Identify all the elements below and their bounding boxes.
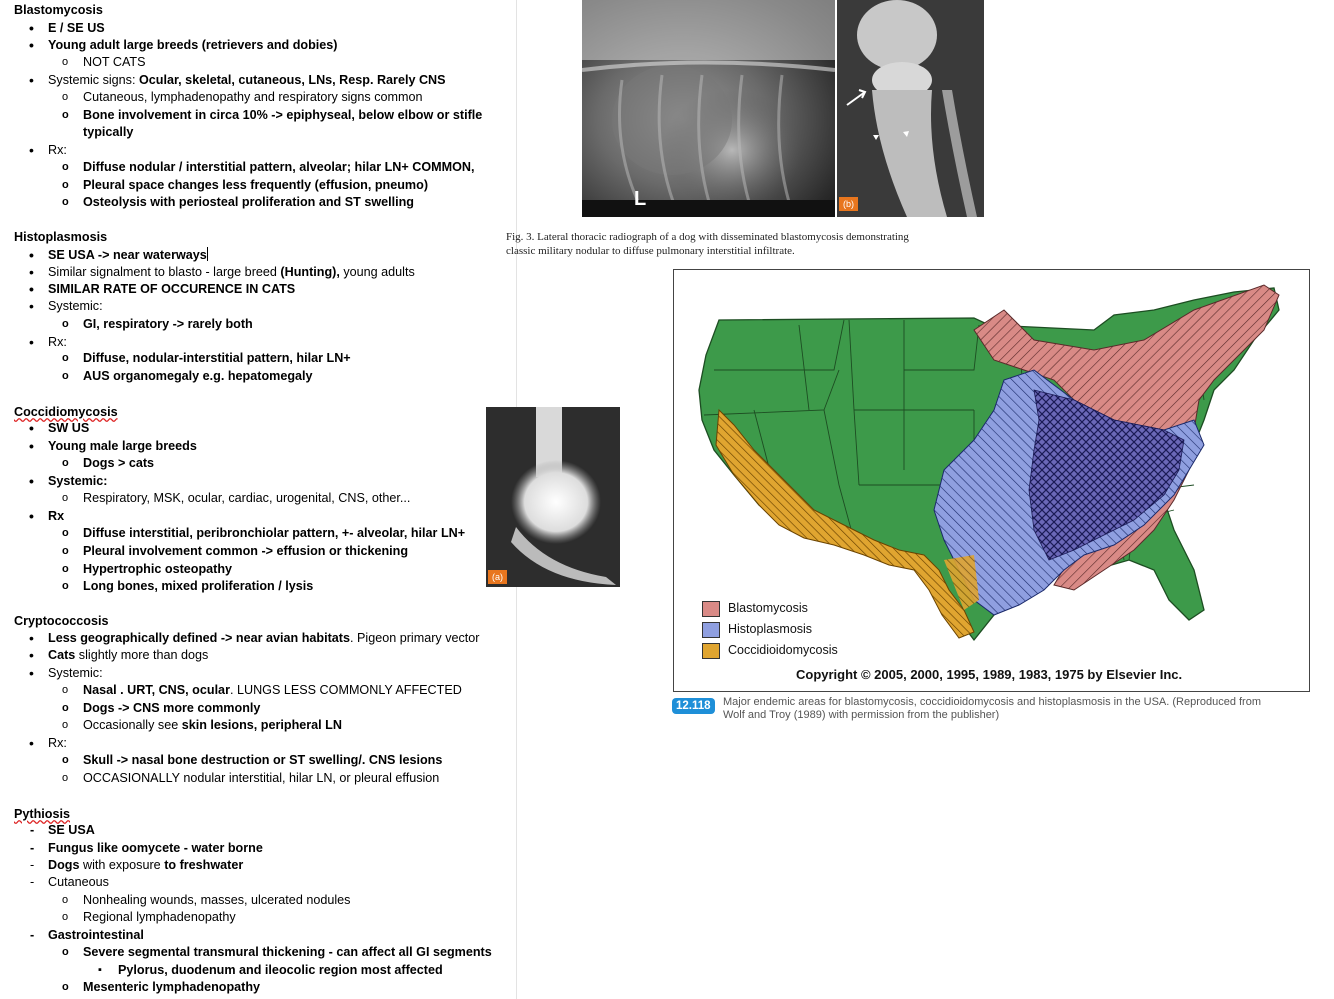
stifle-radiograph-image[interactable] xyxy=(837,0,984,217)
text: Occasionally see xyxy=(83,718,182,732)
list-item[interactable]: o Dogs > cats xyxy=(83,455,154,472)
list-item[interactable]: o Nonhealing wounds, masses, ulcerated nodules xyxy=(83,892,350,909)
list-item[interactable]: • Systemic: xyxy=(48,298,103,315)
list-item[interactable]: • Rx xyxy=(48,508,64,525)
figure-panel-tag: (b) xyxy=(839,197,858,211)
radiograph-drawing xyxy=(486,407,620,587)
text: Dogs xyxy=(48,858,80,872)
list-item[interactable]: o Dogs -> CNS more commonly xyxy=(83,700,260,717)
heading-pythiosis[interactable]: Pythiosis xyxy=(14,807,70,821)
radiograph-drawing xyxy=(837,0,984,217)
legend-swatch xyxy=(702,622,720,638)
list-item[interactable] xyxy=(48,264,415,281)
text-cursor xyxy=(207,247,208,261)
legend-item-blastomycosis xyxy=(728,601,808,615)
thoracic-radiograph-image[interactable] xyxy=(582,0,835,217)
legend-item-histoplasmosis xyxy=(728,622,812,636)
legend-label: Histoplasmosis xyxy=(728,622,813,636)
list-item[interactable]: o Respiratory, MSK, ocular, cardiac, urogenital, CNS, other... xyxy=(83,490,410,507)
limb-radiograph-image[interactable] xyxy=(486,407,620,587)
text: SE USA -> near waterways xyxy=(48,248,207,262)
text: skin lesions, peripheral LN xyxy=(181,718,342,732)
list-item[interactable]: • Systemic: xyxy=(48,473,108,490)
heading-coccidiomycosis[interactable]: Coccidiomycosis xyxy=(14,405,118,419)
heading-blastomycosis[interactable]: Blastomycosis xyxy=(14,3,103,17)
list-item[interactable]: o AUS organomegaly e.g. hepatomegaly xyxy=(83,368,313,385)
list-item[interactable]: o OCCASIONALLY nodular interstitial, hilar LN, or pleural effusion xyxy=(83,770,439,787)
list-item[interactable]: o Pleural space changes less frequently (effusion, pneumo) xyxy=(83,177,428,194)
text: (Hunting), xyxy=(280,265,340,279)
list-item[interactable]: o Diffuse interstitial, peribronchiolar pattern, +- alveolar, hilar LN+ xyxy=(83,525,465,542)
notes-column xyxy=(0,0,517,999)
legend-label: Blastomycosis xyxy=(728,601,808,615)
text: . Pigeon primary vector xyxy=(350,631,480,645)
list-item[interactable]: o Severe segmental transmural thickening - can affect all GI segments xyxy=(83,944,492,961)
list-item[interactable]: - Fungus like oomycete - water borne xyxy=(48,840,263,857)
heading-histoplasmosis[interactable]: Histoplasmosis xyxy=(14,230,108,244)
list-item[interactable] xyxy=(48,647,208,664)
list-item[interactable]: • E / SE US xyxy=(48,20,105,37)
list-item[interactable]: o Regional lymphadenopathy xyxy=(83,909,236,926)
radiograph-side-marker: L xyxy=(634,188,647,210)
text: Cats xyxy=(48,648,76,662)
legend-item-coccidioidomycosis xyxy=(728,643,838,657)
list-item[interactable] xyxy=(48,247,208,264)
text: to freshwater xyxy=(164,858,244,872)
text: . LUNGS LESS COMMONLY AFFECTED xyxy=(229,683,462,697)
text: young adults xyxy=(339,265,415,279)
list-item[interactable]: • Rx: xyxy=(48,334,67,351)
list-item[interactable] xyxy=(48,630,480,647)
list-item-continuation[interactable]: typically xyxy=(83,125,134,139)
figure-panel-tag: (a) xyxy=(488,570,507,584)
endemic-areas-map[interactable] xyxy=(673,269,1310,692)
caption-line: Wolf and Troy (1989) with permission from the publisher) xyxy=(723,709,1000,721)
list-item[interactable]: • Young male large breeds xyxy=(48,438,197,455)
fig3-caption[interactable] xyxy=(506,230,976,258)
caption-line: Major endemic areas for blastomycosis, coccidioidomycosis and histoplasmosis in the USA. (Reproduced from xyxy=(723,696,1262,708)
list-item[interactable]: - SE USA xyxy=(48,822,95,839)
list-item[interactable]: o Bone involvement in circa 10% -> epiphyseal, below elbow or stifle xyxy=(83,107,482,124)
text: Similar signalment to blasto - large breed xyxy=(48,265,281,279)
list-item[interactable]: o Skull -> nasal bone destruction or ST swelling/. CNS lesions xyxy=(83,752,442,769)
list-item[interactable]: • Rx: xyxy=(48,142,67,159)
copyright-notice: Copyright © 2005, 2000, 1995, 1989, 1983, 1975 by Elsevier Inc. xyxy=(796,667,1183,682)
text: Ocular, skeletal, cutaneous, LNs, Resp. Rarely CNS xyxy=(138,73,446,87)
legend-swatch xyxy=(702,601,720,617)
list-item[interactable]: o NOT CATS xyxy=(83,54,146,71)
list-item[interactable]: • SW US xyxy=(48,420,89,437)
list-item[interactable]: o Diffuse nodular / interstitial pattern, alveolar; hilar LN+ COMMON, xyxy=(83,159,475,176)
list-item[interactable]: o GI, respiratory -> rarely both xyxy=(83,316,253,333)
list-item[interactable] xyxy=(48,857,243,874)
legend-label: Coccidioidomycosis xyxy=(728,643,838,657)
list-item[interactable]: • Systemic: xyxy=(48,665,103,682)
list-item[interactable]: o Mesenteric lymphadenopathy xyxy=(83,979,260,996)
list-item[interactable] xyxy=(83,682,462,699)
text: Systemic signs: xyxy=(48,73,139,87)
caption-text xyxy=(723,696,1261,722)
text: Nasal . URT, CNS, ocular xyxy=(83,683,230,697)
list-item[interactable]: • Rx: xyxy=(48,735,67,752)
list-item[interactable] xyxy=(83,717,342,734)
list-item[interactable]: o Pleural involvement common -> effusion or thickening xyxy=(83,543,408,560)
caption-line: Fig. 3. Lateral thoracic radiograph of a dog with disseminated blastomycosis demonstrating xyxy=(506,231,909,243)
figure-number-badge: 12.118 xyxy=(672,698,715,714)
list-item[interactable]: o Cutaneous, lymphadenopathy and respiratory signs common xyxy=(83,89,423,106)
caption-line: classic military nodular to diffuse pulmonary interstitial infiltrate. xyxy=(506,245,795,257)
list-item[interactable]: • Young adult large breeds (retrievers and dobies) xyxy=(48,37,338,54)
list-item[interactable] xyxy=(48,72,446,89)
list-item[interactable]: ▪ Pylorus, duodenum and ileocolic region most affected xyxy=(118,962,443,979)
list-item[interactable]: • SIMILAR RATE OF OCCURENCE IN CATS xyxy=(48,281,295,298)
legend-swatch xyxy=(702,643,720,659)
text: Less geographically defined -> near avian habitats xyxy=(48,631,350,645)
radiograph-drawing xyxy=(582,0,835,217)
list-item[interactable]: o Hypertrophic osteopathy xyxy=(83,561,232,578)
list-item[interactable]: - Cutaneous xyxy=(48,874,109,891)
text: with exposure xyxy=(79,858,165,872)
list-item[interactable]: o Long bones, mixed proliferation / lysis xyxy=(83,578,313,595)
list-item[interactable]: o Osteolysis with periosteal proliferation and ST swelling xyxy=(83,194,414,211)
list-item[interactable]: o Diffuse, nodular-interstitial pattern, hilar LN+ xyxy=(83,350,351,367)
heading-cryptococcosis[interactable]: Cryptococcosis xyxy=(14,614,109,628)
list-item[interactable]: - Gastrointestinal xyxy=(48,927,144,944)
text: slightly more than dogs xyxy=(75,648,209,662)
